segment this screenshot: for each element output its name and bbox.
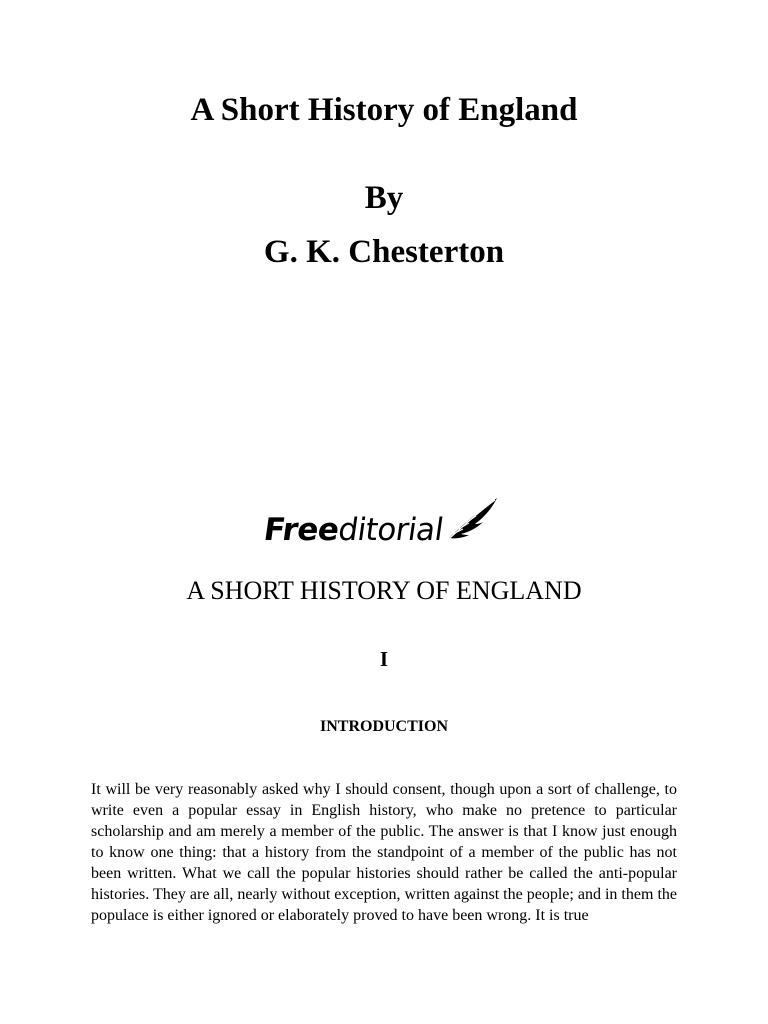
section-heading: A SHORT HISTORY OF ENGLAND <box>186 576 582 605</box>
feather-quill-icon <box>439 496 499 548</box>
chapter-title: INTRODUCTION <box>319 718 448 735</box>
book-title: A Short History of England <box>190 92 578 128</box>
logo-wordmark-bold: Free <box>261 512 342 548</box>
body-paragraph: It will be very reasonably asked why I should consent, though upon a sort of challenge, to write even a popular essay in English history, who make no pretence to particular scholarship and am merely a member of the public. The answer is that I know just enough to know one thing: that a history from the standpoint of a member of the public has not been written. What we call the popular histories should rather be called the anti-popular histories. They are all, nearly without exception, written against the people; and in them the populace is either ignored or elaborately proved to have been wrong. It is true <box>91 781 677 924</box>
chapter-number: I <box>379 647 389 671</box>
publisher-logo <box>261 494 504 550</box>
by-label: By <box>364 180 404 216</box>
logo-wordmark-regular: ditorial <box>336 512 446 548</box>
logo-wordmark <box>261 512 445 548</box>
author-name: G. K. Chesterton <box>263 234 505 270</box>
